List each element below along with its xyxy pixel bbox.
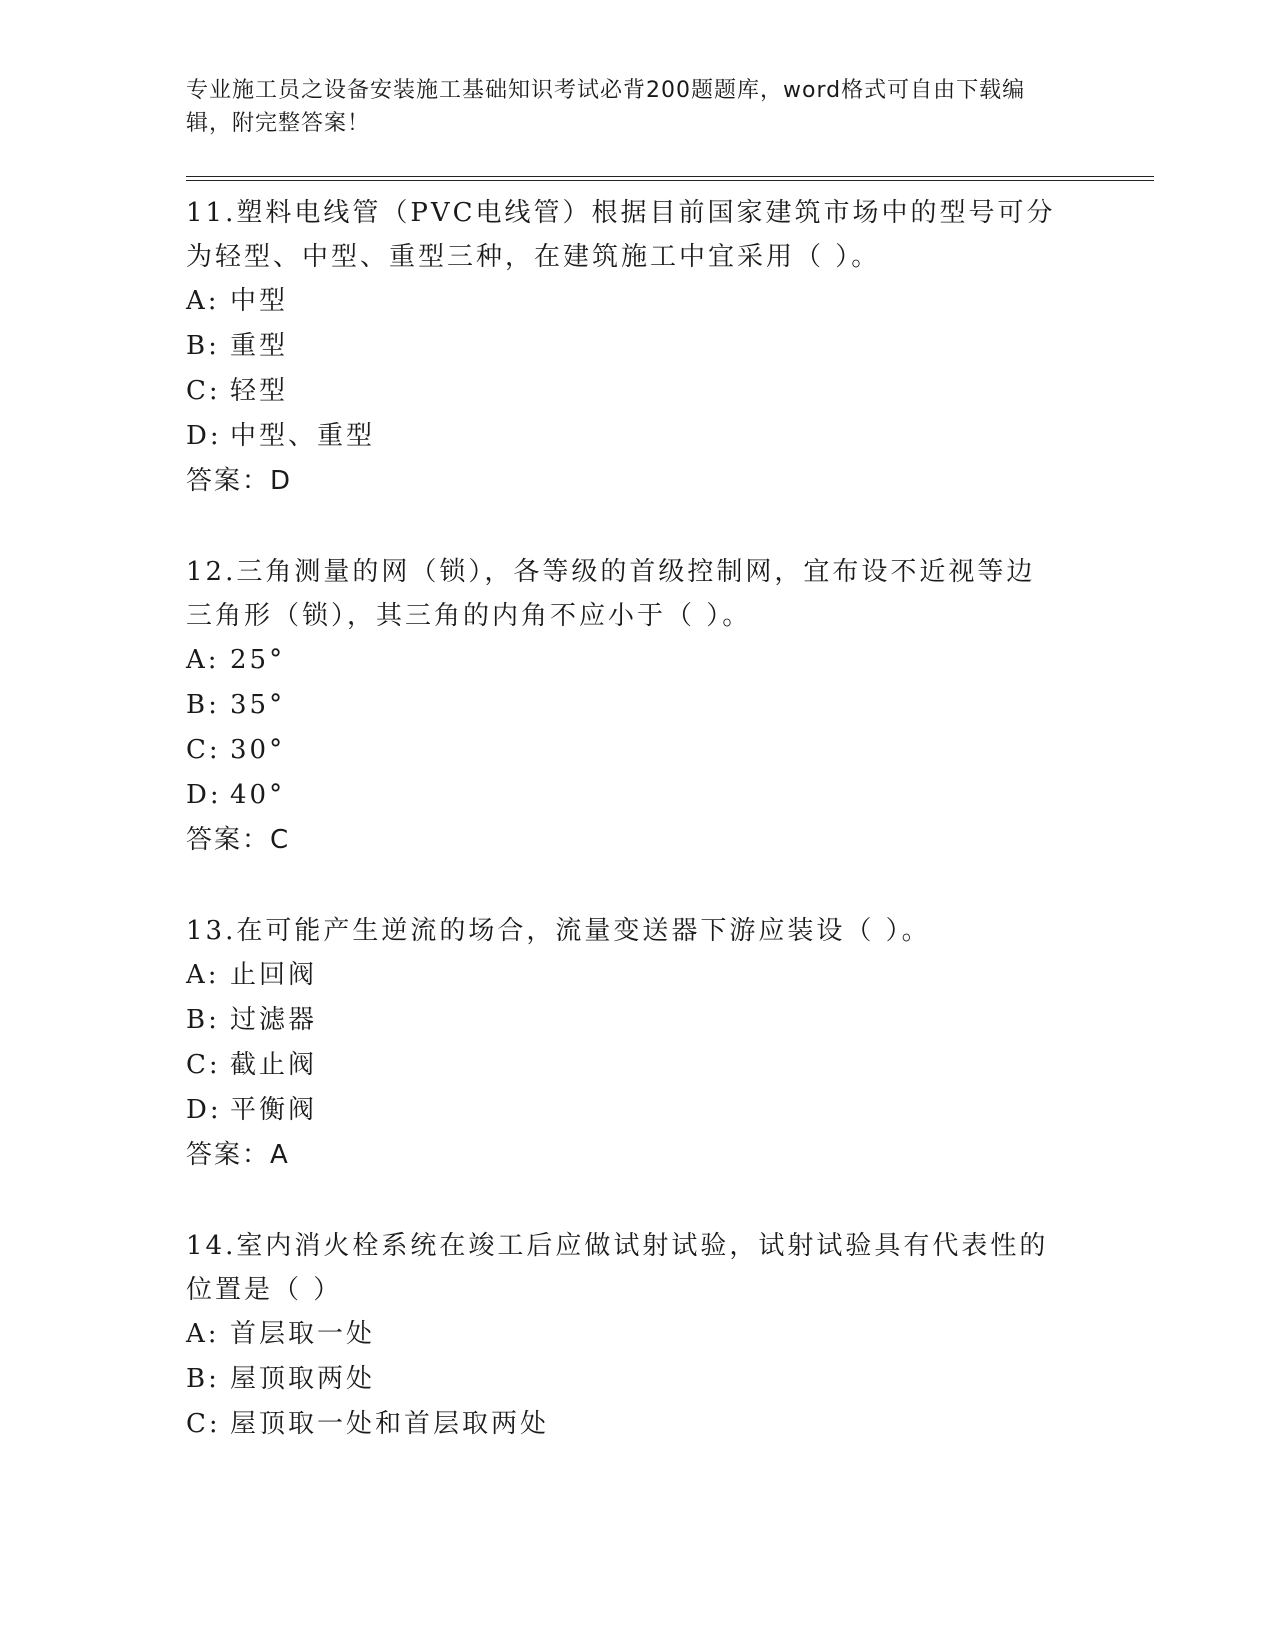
option-text: 止回阀: [230, 960, 318, 990]
option-text: 重型: [230, 331, 289, 361]
document-header: 专业施工员之设备安装施工基础知识考试必背200题题库，word格式可自由下载编辑，附完整答案！: [186, 78, 1026, 136]
option-d: [186, 1088, 1146, 1133]
option-letter: B:: [186, 1005, 220, 1035]
option-letter: D:: [186, 1095, 222, 1125]
option-text: 30°: [230, 735, 286, 765]
option-text: 过滤器: [230, 1005, 318, 1035]
question-list: [186, 191, 1146, 1447]
option-text: 中型、重型: [230, 421, 376, 451]
option-letter: B:: [186, 1364, 220, 1394]
question-stem: 12.三角测量的网（锁），各等级的首级控制网，宜布设不近视等边三角形（锁），其三角的内角不应小于（ ）。: [186, 557, 1036, 631]
option-b: [186, 683, 1146, 728]
option-a: [186, 953, 1146, 998]
option-c: [186, 728, 1146, 773]
option-text: 40°: [230, 780, 286, 810]
option-b: [186, 1357, 1146, 1402]
question-12: [186, 550, 1146, 862]
option-letter: D:: [186, 780, 222, 810]
option-a: [186, 1312, 1146, 1357]
answer-line: 答案：C: [186, 825, 291, 855]
question-stem: 11.塑料电线管（PVC电线管）根据目前国家建筑市场中的型号可分为轻型、中型、重型三种，在建筑施工中宜采用（ ）。: [186, 198, 1056, 272]
option-a: [186, 279, 1146, 324]
option-letter: B:: [186, 690, 220, 720]
option-letter: D:: [186, 421, 222, 451]
option-text: 屋顶取两处: [230, 1364, 376, 1394]
option-letter: A:: [186, 960, 220, 990]
document-page: [186, 74, 1146, 1494]
option-c: [186, 1043, 1146, 1088]
option-text: 25°: [230, 645, 286, 675]
option-letter: C:: [186, 376, 221, 406]
question-13: [186, 909, 1146, 1177]
question-stem: 14.室内消火栓系统在竣工后应做试射试验，试射试验具有代表性的位置是（ ）: [186, 1231, 1049, 1305]
option-letter: A:: [186, 286, 220, 316]
option-letter: B:: [186, 331, 220, 361]
option-d: [186, 414, 1146, 459]
question-stem: 13.在可能产生逆流的场合，流量变送器下游应装设（ ）。: [186, 916, 931, 946]
option-letter: A:: [186, 1319, 220, 1349]
option-b: [186, 998, 1146, 1043]
option-letter: C:: [186, 1409, 221, 1439]
option-text: 首层取一处: [230, 1319, 376, 1349]
question-14: [186, 1224, 1146, 1447]
header-double-rule: [186, 176, 1154, 181]
question-11: [186, 191, 1146, 503]
answer-line: 答案：A: [186, 1140, 290, 1170]
answer-line: 答案：D: [186, 466, 293, 496]
option-letter: C:: [186, 1050, 221, 1080]
option-b: [186, 324, 1146, 369]
option-c: [186, 369, 1146, 414]
option-letter: C:: [186, 735, 221, 765]
option-c: [186, 1402, 1146, 1447]
option-text: 平衡阀: [230, 1095, 318, 1125]
option-text: 35°: [230, 690, 286, 720]
option-d: [186, 773, 1146, 818]
option-text: 截止阀: [230, 1050, 318, 1080]
option-letter: A:: [186, 645, 220, 675]
option-text: 中型: [230, 286, 289, 316]
option-text: 轻型: [230, 376, 289, 406]
option-text: 屋顶取一处和首层取两处: [230, 1409, 550, 1439]
option-a: [186, 638, 1146, 683]
